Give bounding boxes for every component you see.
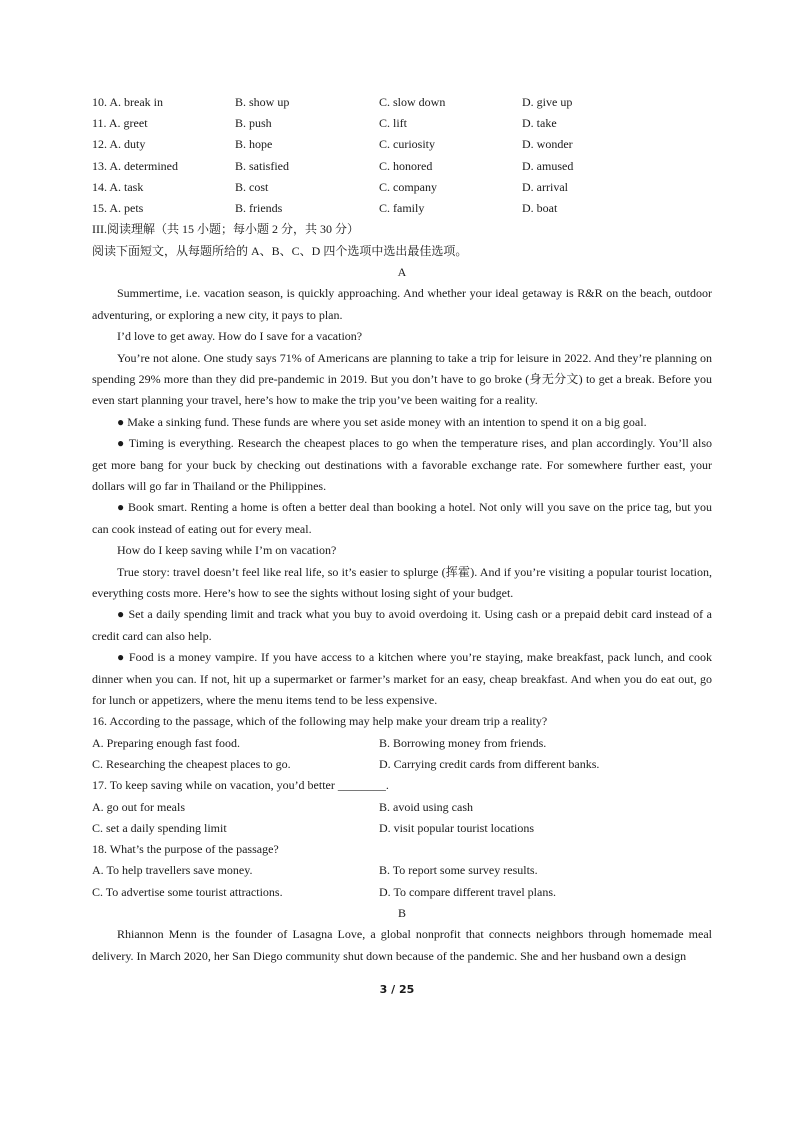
- answer-d: D. To compare different travel plans.: [379, 884, 556, 899]
- option-a: 13. A. determined: [92, 158, 178, 173]
- answer-row: [92, 797, 712, 818]
- option-a: 10. A. break in: [92, 95, 163, 109]
- option-c: C. family: [379, 200, 425, 215]
- option-c: C. honored: [379, 158, 433, 173]
- bullet-item: ● Food is a money vampire. If you have access to a kitchen where you’re staying, make breakfast, pack lunch, and cook dinner when you can. If not, hit up a supermarket or farmer’s market for an easy, cheap breakfast. And when you do eat out, go for lunch or appetizers, where the menu items tend to be less expensive.: [92, 650, 712, 708]
- answer-b: B. Borrowing money from friends.: [379, 735, 547, 750]
- answer-a: A. To help travellers save money.: [92, 863, 253, 878]
- option-c: C. curiosity: [379, 137, 435, 152]
- bullet-item: ● Set a daily spending limit and track what you buy to avoid overdoing it. Using cash or a prepaid debit card instead of a credit card can also help.: [92, 607, 712, 643]
- option-a: 12. A. duty: [92, 137, 146, 152]
- question-stem: 18. What’s the purpose of the passage?: [92, 841, 279, 856]
- paragraph: Summertime, i.e. vacation season, is quickly approaching. And whether your ideal getaway is R&R on the beach, outdoor adventuring, or exploring a new city, it pays to plan.: [92, 286, 712, 322]
- section-instruction: 阅读下面短文，从每题所给的 A、B、C、D 四个选项中选出最佳选项。: [92, 243, 468, 258]
- page-content: [92, 92, 712, 967]
- answer-b: B. To report some survey results.: [379, 863, 538, 878]
- option-row: [92, 92, 712, 113]
- option-b: B. push: [235, 116, 272, 131]
- option-a: 14. A. task: [92, 179, 144, 194]
- answer-row: [92, 818, 712, 839]
- question-stem: 17. To keep saving while on vacation, you’d better ________.: [92, 778, 389, 793]
- questions: [92, 711, 712, 902]
- option-b: B. friends: [235, 200, 283, 215]
- option-b: B. show up: [235, 95, 290, 109]
- bullet-item: ● Book smart. Renting a home is often a better deal than booking a hotel. Not only will you save on the price tag, but you can cook instead of eating out for every meal.: [92, 500, 712, 536]
- passage-b-label: B: [397, 905, 406, 920]
- answer-d: D. Carrying credit cards from different banks.: [379, 757, 600, 772]
- answer-d: D. visit popular tourist locations: [379, 820, 534, 835]
- answer-row: [92, 882, 712, 903]
- answer-c: C. set a daily spending limit: [92, 820, 227, 835]
- answer-row: [92, 860, 712, 881]
- option-d: D. take: [522, 116, 557, 131]
- paragraph: True story: travel doesn’t feel like real life, so it’s easier to splurge (挥霍). And if you’re visiting a popular tourist location, everything costs more. Here’s how to see the sights without losing sight of your budget.: [92, 564, 712, 600]
- option-b: B. satisfied: [235, 158, 289, 173]
- subheading: How do I keep saving while I’m on vacation?: [117, 543, 337, 558]
- option-d: D. give up: [522, 95, 573, 109]
- cloze-options: [92, 92, 712, 219]
- answer-a: A. Preparing enough fast food.: [92, 735, 240, 750]
- option-d: D. boat: [522, 200, 558, 215]
- section-heading: III.阅读理解（共 15 小题；每小题 2 分，共 30 分）: [92, 222, 359, 237]
- option-row: [92, 113, 712, 134]
- answer-row: [92, 733, 712, 754]
- paragraph: You’re not alone. One study says 71% of Americans are planning to take a trip for leisure in 2022. And they’re planning on spending 29% more than they did pre-pandemic in 2019. But you don’t have to go broke (身无分文) to get a break. Before you even start planning your travel, here’s how to make the trip you’ve been waiting for a reality.: [92, 350, 712, 408]
- bullet-item: ● Timing is everything. Research the cheapest places to go when the temperature rises, and plan accordingly. You’ll also get more bang for your buck by checking out destinations with a favorable exchange rate. For somewhere further east, your dollars will go far in Thailand or the Philippines.: [92, 436, 712, 493]
- answer-c: C. Researching the cheapest places to go.: [92, 757, 291, 772]
- passage-a: [92, 283, 712, 711]
- option-row: [92, 198, 712, 219]
- option-b: B. cost: [235, 179, 269, 194]
- page-number: 3 / 25: [379, 983, 415, 996]
- subheading: I’d love to get away. How do I save for a vacation?: [117, 329, 363, 344]
- option-row: [92, 156, 712, 177]
- answer-b: B. avoid using cash: [379, 799, 473, 814]
- option-b: B. hope: [235, 137, 273, 152]
- option-d: D. wonder: [522, 137, 573, 152]
- answer-row: [92, 754, 712, 775]
- bullet-item: ● Make a sinking fund. These funds are where you set aside money with an intention to spend it on a big goal.: [117, 414, 647, 429]
- option-c: C. lift: [379, 116, 408, 131]
- option-a: 11. A. greet: [92, 116, 148, 131]
- passage-a-label: A: [397, 264, 407, 279]
- option-c: C. slow down: [379, 95, 446, 109]
- passage-b-paragraph: Rhiannon Menn is the founder of Lasagna Love, a global nonprofit that connects neighbors through homemade meal delivery. In March 2020, her San Diego community shut down because of the pandemic. She and her husband own a design: [92, 927, 712, 963]
- answer-c: C. To advertise some tourist attractions.: [92, 884, 283, 899]
- option-d: D. arrival: [522, 179, 568, 194]
- answer-a: A. go out for meals: [92, 799, 185, 814]
- question-stem: 16. According to the passage, which of the following may help make your dream trip a reality?: [92, 714, 548, 729]
- option-row: [92, 134, 712, 155]
- option-d: D. amused: [522, 158, 574, 173]
- option-c: C. company: [379, 179, 437, 194]
- option-row: [92, 177, 712, 198]
- option-a: 15. A. pets: [92, 200, 144, 215]
